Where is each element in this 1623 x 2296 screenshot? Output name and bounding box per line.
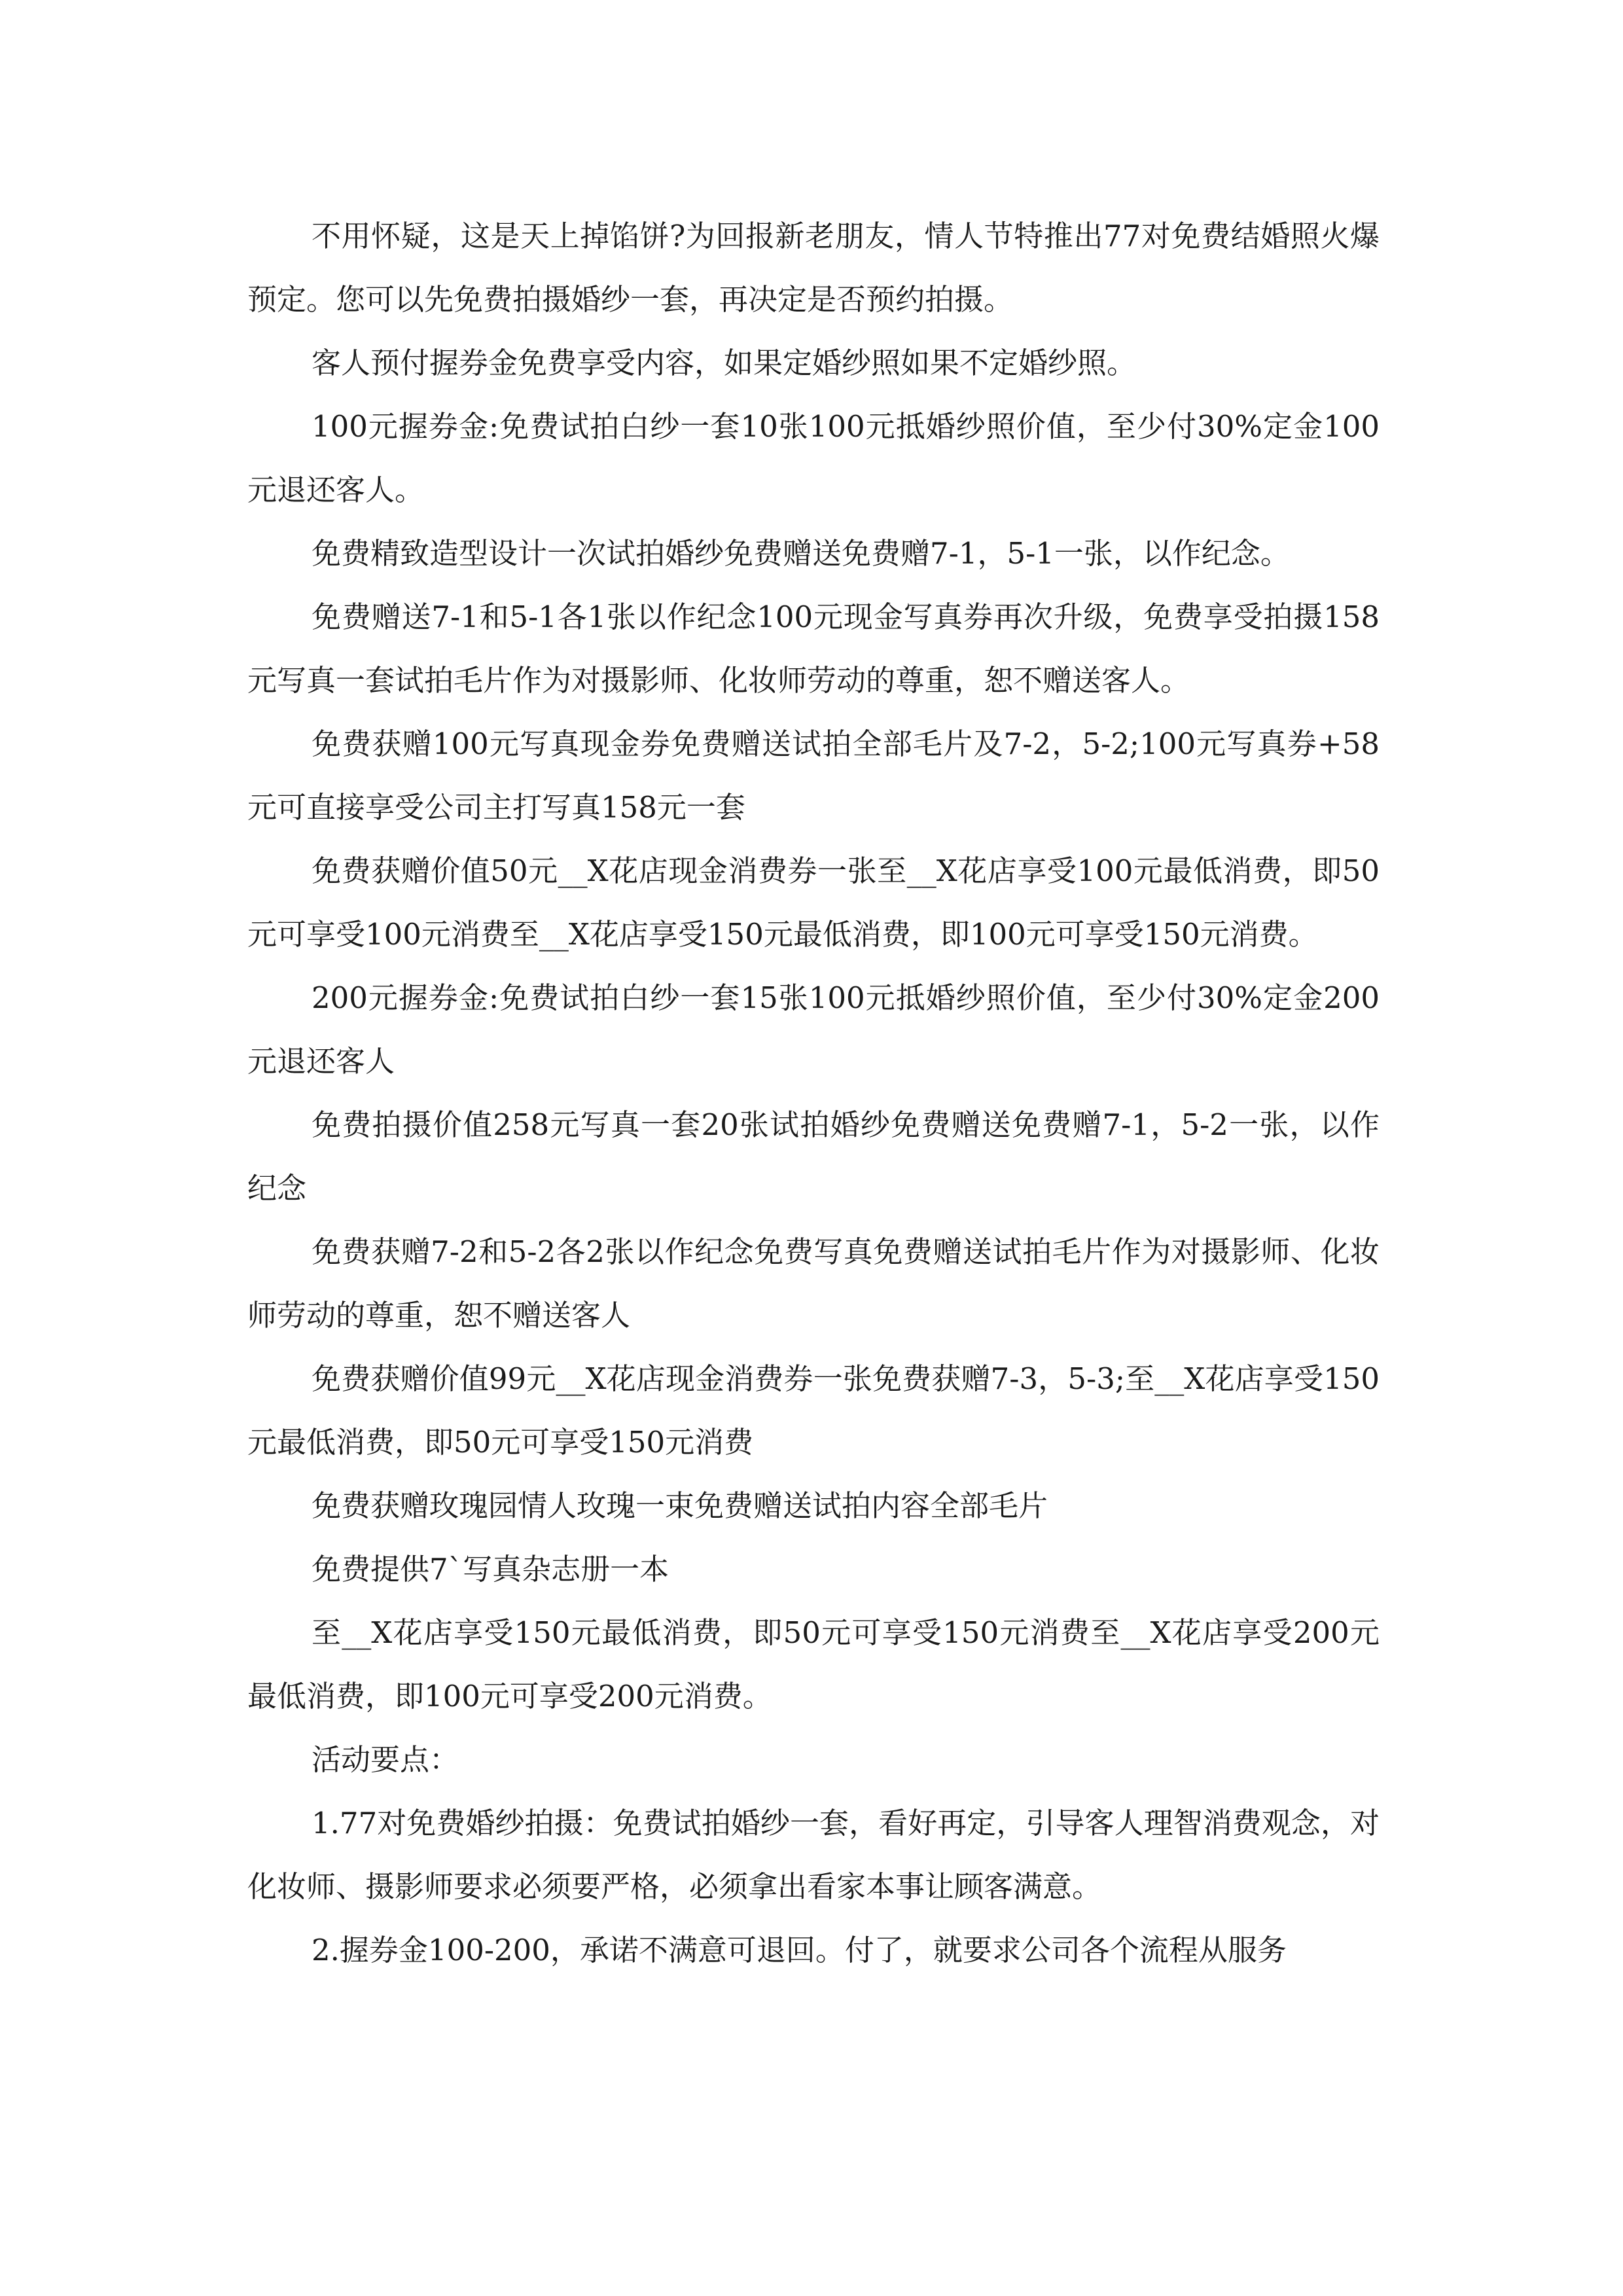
paragraph-photo-voucher: 免费获赠100元写真现金券免费赠送试拍全部毛片及7-2，5-2;100元写真券+58元可直接享受公司主打写真158元一套 <box>247 726 1380 825</box>
paragraph-flower-voucher-99: 免费获赠价值99元__X花店现金消费券一张免费获赠7-3，5-3;至__X花店享受150元最低消费，即50元可享受150元消费 <box>247 1361 1380 1460</box>
paragraph-magazine-album: 免费提供7`写真杂志册一本 <box>312 1552 669 1587</box>
paragraph-free-styling: 免费精致造型设计一次试拍婚纱免费赠送免费赠7-1，5-1一张，以作纪念。 <box>312 536 1290 571</box>
paragraph-free-shoot-258: 免费拍摄价值258元写真一套20张试拍婚纱免费赠送免费赠7-1，5-2一张，以作纪念 <box>247 1107 1380 1206</box>
document-body <box>247 204 1380 1982</box>
paragraph-100-deposit: 100元握券金:免费试拍白纱一套10张100元抵婚纱照价值，至少付30%定金100元退还客人。 <box>247 409 1380 507</box>
paragraph-point-1: 1.77对免费婚纱拍摄：免费试拍婚纱一套，看好再定，引导客人理智消费观念，对化妆师、摄影师要求必须要严格，必须拿出看家本事让顾客满意。 <box>247 1806 1380 1904</box>
paragraph-flower-shop-consumption: 至__X花店享受150元最低消费，即50元可享受150元消费至__X花店享受200元最低消费，即100元可享受200元消费。 <box>247 1615 1380 1713</box>
paragraph-flower-voucher-50: 免费获赠价值50元__X花店现金消费券一张至__X花店享受100元最低消费，即50元可享受100元消费至__X花店享受150元最低消费，即100元可享受150元消费。 <box>247 853 1380 952</box>
paragraph-activity-points-heading: 活动要点： <box>312 1742 459 1777</box>
paragraph-free-gift-7-2: 免费获赠7-2和5-2各2张以作纪念免费写真免费赠送试拍毛片作为对摄影师、化妆师劳动的尊重，恕不赠送客人 <box>247 1234 1380 1333</box>
paragraph-point-2: 2.握券金100-200，承诺不满意可退回。付了，就要求公司各个流程从服务 <box>312 1933 1287 1967</box>
paragraph-prepay-content: 客人预付握券金免费享受内容，如果定婚纱照如果不定婚纱照。 <box>312 346 1137 380</box>
paragraph-free-gift-upgrade: 免费赠送7-1和5-1各1张以作纪念100元现金写真券再次升级，免费享受拍摄158元写真一套试拍毛片作为对摄影师、化妆师劳动的尊重，恕不赠送客人。 <box>247 600 1380 698</box>
paragraph-rose-gift: 免费获赠玫瑰园情人玫瑰一束免费赠送试拍内容全部毛片 <box>312 1488 1048 1523</box>
paragraph-intro: 不用怀疑，这是天上掉馅饼?为回报新老朋友，情人节特推出77对免费结婚照火爆预定。您可以先免费拍摄婚纱一套，再决定是否预约拍摄。 <box>247 219 1380 317</box>
paragraph-200-deposit: 200元握券金:免费试拍白纱一套15张100元抵婚纱照价值，至少付30%定金200元退还客人 <box>247 980 1380 1079</box>
